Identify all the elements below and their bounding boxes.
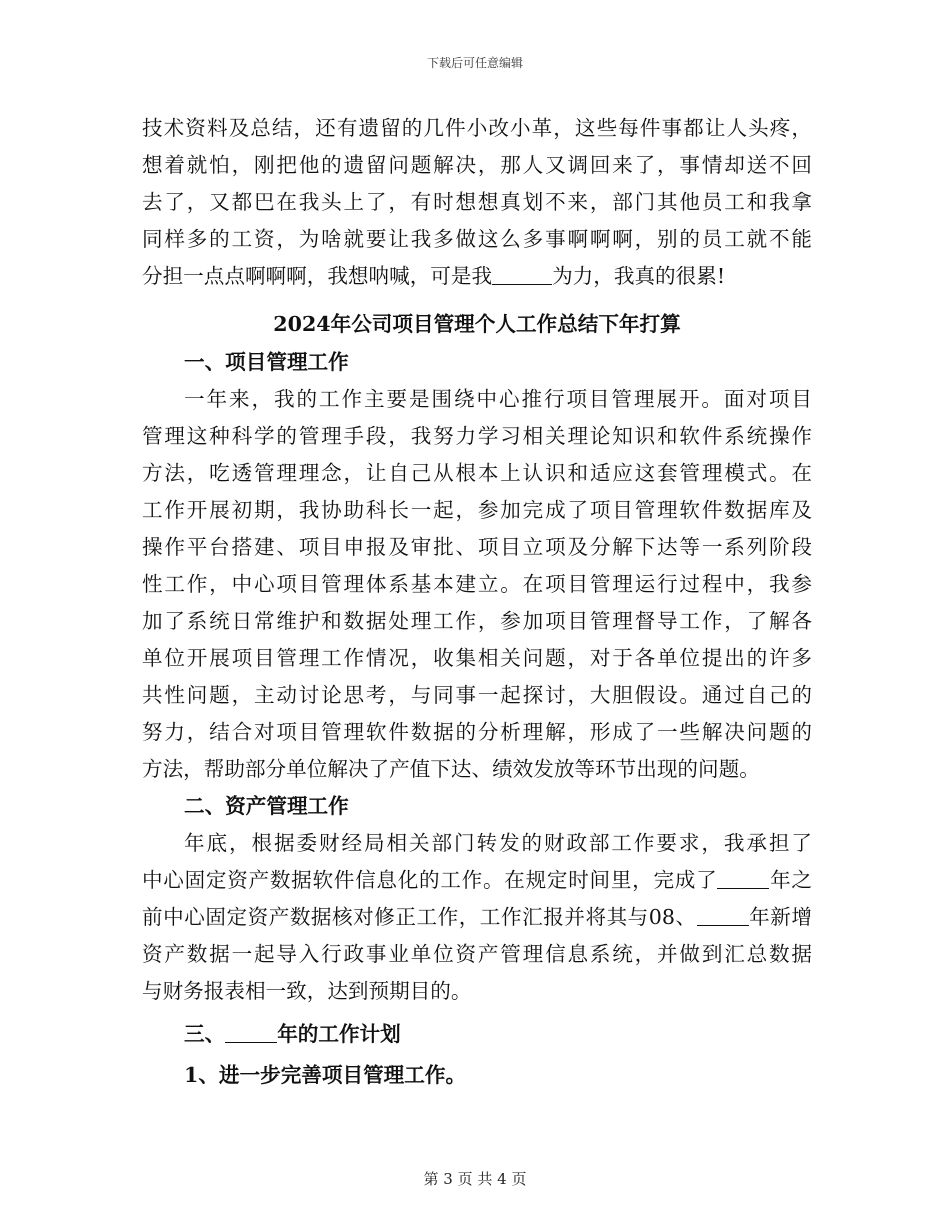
text-line: 想着就怕，刚把他的遗留问题解决，那人又调回来了，事情却送不回 bbox=[142, 153, 812, 177]
text-line: 工作开展初期，我协助科长一起，参加完成了项目管理软件数据库及 bbox=[142, 498, 812, 522]
section-heading: 一、项目管理工作 bbox=[184, 350, 349, 374]
fill-in-blank bbox=[697, 905, 749, 926]
text-line: 去了，又都巴在我头上了，有时想想真划不来，部门其他员工和我拿 bbox=[142, 190, 812, 214]
text-line bbox=[142, 862, 812, 899]
page-footer: 第 3 页 共 4 页 bbox=[423, 1170, 527, 1188]
page-header: 下载后可任意编辑 bbox=[426, 56, 523, 70]
text-segment: 分担一点点啊啊啊，我想呐喊，可是我 bbox=[142, 264, 493, 288]
text-line: 管理这种科学的管理手段，我努力学习相关理论知识和软件系统操作 bbox=[142, 424, 812, 448]
text-line bbox=[142, 258, 812, 295]
text-line: 操作平台搭建、项目申报及审批、项目立项及分解下达等一系列阶段 bbox=[142, 535, 812, 559]
text-line: 同样多的工资，为啥就要让我多做这么多事啊啊啊，别的员工就不能 bbox=[142, 227, 812, 251]
text-segment: 中心固定资产数据软件信息化的工作。在规定时间里，完成了 bbox=[142, 868, 718, 892]
text-segment: 年的工作计划 bbox=[277, 1022, 401, 1046]
text-line: 方法，吃透管理理念，让自己从根本上认识和适应这套管理模式。在 bbox=[142, 461, 812, 485]
text-line: 与财务报表相一致，达到预期目的。 bbox=[142, 979, 472, 1003]
text-line: 单位开展项目管理工作情况，收集相关问题，对于各单位提出的许多 bbox=[142, 646, 812, 670]
text-line: 一年来，我的工作主要是围绕中心推行项目管理展开。面对项目 bbox=[184, 387, 812, 411]
subsection-heading: 1、进一步完善项目管理工作。 bbox=[184, 1063, 467, 1087]
section1-paragraph bbox=[142, 381, 812, 788]
document-title: 2024年公司项目管理个人工作总结下年打算 bbox=[273, 312, 681, 336]
fill-in-blank bbox=[225, 1022, 277, 1043]
section-heading bbox=[142, 1016, 812, 1053]
text-segment: 三、 bbox=[184, 1022, 226, 1046]
text-line: 努力，结合对项目管理软件数据的分析理解，形成了一些解决问题的 bbox=[142, 720, 812, 744]
text-segment: 为力，我真的很累! bbox=[552, 264, 726, 288]
fill-in-blank bbox=[492, 264, 552, 285]
text-line: 年底，根据委财经局相关部门转发的财政部工作要求，我承担了 bbox=[184, 831, 812, 855]
section-heading: 二、资产管理工作 bbox=[184, 794, 349, 818]
fill-in-blank bbox=[717, 868, 769, 889]
intro-paragraph bbox=[142, 110, 812, 295]
document-body bbox=[142, 110, 812, 1094]
text-segment: 前中心固定资产数据核对修正工作，工作汇报并将其与08、 bbox=[142, 905, 697, 929]
text-segment: 年之 bbox=[769, 868, 812, 892]
text-line: 共性问题，主动讨论思考，与同事一起探讨，大胆假设。通过自己的 bbox=[142, 683, 812, 707]
text-line: 技术资料及总结，还有遗留的几件小改小革，这些每件事都让人头疼， bbox=[142, 116, 812, 140]
text-line: 方法，帮助部分单位解决了产值下达、绩效发放等环节出现的问题。 bbox=[142, 757, 760, 781]
text-line: 性工作，中心项目管理体系基本建立。在项目管理运行过程中，我参 bbox=[142, 572, 812, 596]
text-line: 资产数据一起导入行政事业单位资产管理信息系统，并做到汇总数据 bbox=[142, 942, 812, 966]
section2-paragraph bbox=[142, 825, 812, 1010]
text-line bbox=[142, 899, 812, 936]
text-line: 加了系统日常维护和数据处理工作，参加项目管理督导工作，了解各 bbox=[142, 609, 812, 633]
text-segment: 年新增 bbox=[748, 905, 812, 929]
